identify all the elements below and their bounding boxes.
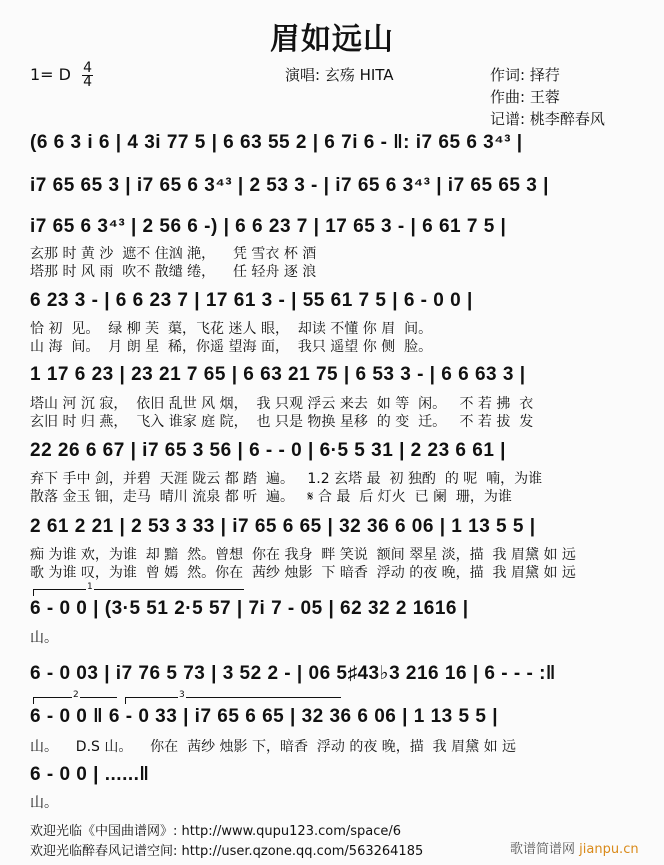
footer-link-qupu[interactable]: 欢迎光临《中国曲谱网》: http://www.qupu123.com/space/6 <box>30 824 402 839</box>
lyrics-row-10: 山。 D.S 山。 你在 茜纱 烛影 下，暗香 浮动 的夜 晚，描 我 眉黛 如 远 <box>30 739 517 755</box>
lyrics-row-8: 山。 <box>30 630 58 646</box>
key-signature <box>30 62 93 89</box>
notation-row-5: 1 17 6 23 | 23 21 7 65 | 6 63 21 75 | 6 53 3 - | 6 6 63 3 | <box>30 364 526 385</box>
volta-1-label: 1 <box>87 582 93 592</box>
time-sig-bottom: 4 <box>83 74 93 90</box>
composer-credit: 作曲: 王蓉 <box>490 88 560 106</box>
lyrics-row-11: 山。 <box>30 795 58 811</box>
notation-row-1: (6 6 3 i 6 | 4 3i 77 5 | 6 63 55 2 | 6 7i 6 - ‖: i7 65 6 3⁴³ | <box>30 132 523 153</box>
notation-row-2: i7 65 65 3 | i7 65 6 3⁴³ | 2 53 3 - | i7 65 6 3⁴³ | i7 65 65 3 | <box>30 175 549 196</box>
lyrics-row-4-verse-2: 山 海 间。 月 朗 星 稀，你遥 望海 面， 我只 遥望 你 侧 脸。 <box>30 339 433 355</box>
lyrics-row-5-verse-2: 玄旧 时 归 燕， 飞入 谁家 庭 院， 也 只是 物换 星移 的 变 迁。 不 若 拔 发 <box>30 414 534 430</box>
footer-link-qzone[interactable]: 欢迎光临醉春风记谱空间: http://user.qzone.qq.com/563264185 <box>30 844 424 859</box>
time-signature <box>82 62 93 89</box>
watermark-cn: 歌谱简谱网 <box>510 842 580 857</box>
volta-3-bracket <box>125 690 341 704</box>
lyrics-row-6-verse-1: 弃下 手中 剑，并碧 天涯 陇云 都 踏 遍。 1.2 玄塔 最 初 独酌 的 呢 喃，为谁 <box>30 471 543 487</box>
lyrics-row-7-verse-1: 痴 为谁 欢，为谁 却 黯 然。曾想 你在 我身 畔 笑说 额间 翠星 淡，描 我 眉黛 如 远 <box>30 547 576 563</box>
notation-row-4: 6 23 3 - | 6 6 23 7 | 17 61 3 - | 55 61 7 5 | 6 - 0 0 | <box>30 290 473 311</box>
lyrics-row-6-verse-2: 散落 金玉 钿，走马 晴川 流泉 都 听 遍。 𝄋 合 最 后 灯火 已 阑 珊，为谁 <box>30 489 512 505</box>
notation-row-3: i7 65 6 3⁴³ | 2 56 6 -) | 6 6 23 7 | 17 65 3 - | 6 61 7 5 | <box>30 216 507 237</box>
notation-row-7: 2 61 2 21 | 2 53 3 33 | i7 65 6 65 | 32 36 6 06 | 1 13 5 5 | <box>30 516 536 537</box>
watermark <box>510 838 639 857</box>
key-label: 1= D <box>30 65 71 84</box>
volta-3-label: 3 <box>179 690 185 700</box>
singer-credit: 演唱: 玄殇 HITA <box>285 66 394 84</box>
volta-1-bracket <box>33 582 244 596</box>
notation-row-9: 6 - 0 03 | i7 76 5 73 | 3 52 2 - | 06 5♯43♭3 216 16 | 6 - - - :‖ <box>30 663 556 684</box>
lyrics-row-3-verse-1: 玄那 时 黄 沙 遮不 住汹 滟， 凭 雪衣 杯 酒 <box>30 246 317 262</box>
volta-2-label: 2 <box>73 690 79 700</box>
notation-row-11: 6 - 0 0 | ......‖ <box>30 764 150 785</box>
lyrics-row-5-verse-1: 塔山 河 沉 寂， 依旧 乱世 风 烟， 我 只观 浮云 来去 如 等 闲。 不 若 拂 衣 <box>30 396 534 412</box>
time-sig-top: 4 <box>83 60 93 76</box>
lyricist-credit: 作词: 择荇 <box>490 66 560 84</box>
lyrics-row-7-verse-2: 歌 为谁 叹，为谁 曾 嫣 然。你在 茜纱 烛影 下 暗香 浮动 的夜 晚，描 我 眉黛 如 远 <box>30 565 576 581</box>
notation-row-10: 6 - 0 0 ‖ 6 - 0 33 | i7 65 6 65 | 32 36 6 06 | 1 13 5 5 | <box>30 706 499 727</box>
song-title: 眉如远山 <box>270 22 394 57</box>
transcriber-credit: 记谱: 桃李醉春风 <box>490 110 605 128</box>
lyrics-row-4-verse-1: 恰 初 见。 绿 柳 芙 蕖，飞花 迷人 眼， 却读 不懂 你 眉 间。 <box>30 321 433 337</box>
watermark-en: jianpu.cn <box>579 842 639 857</box>
volta-2-bracket <box>33 690 117 704</box>
notation-row-8: 6 - 0 0 | (3·5 51 2·5 57 | 7i 7 - 05 | 62 32 2 1616 | <box>30 598 469 619</box>
lyrics-row-3-verse-2: 塔那 时 风 雨 吹不 散缱 绻， 任 轻舟 逐 浪 <box>30 264 317 280</box>
notation-row-6: 22 26 6 67 | i7 65 3 56 | 6 - - 0 | 6·5 5 31 | 2 23 6 61 | <box>30 440 506 461</box>
